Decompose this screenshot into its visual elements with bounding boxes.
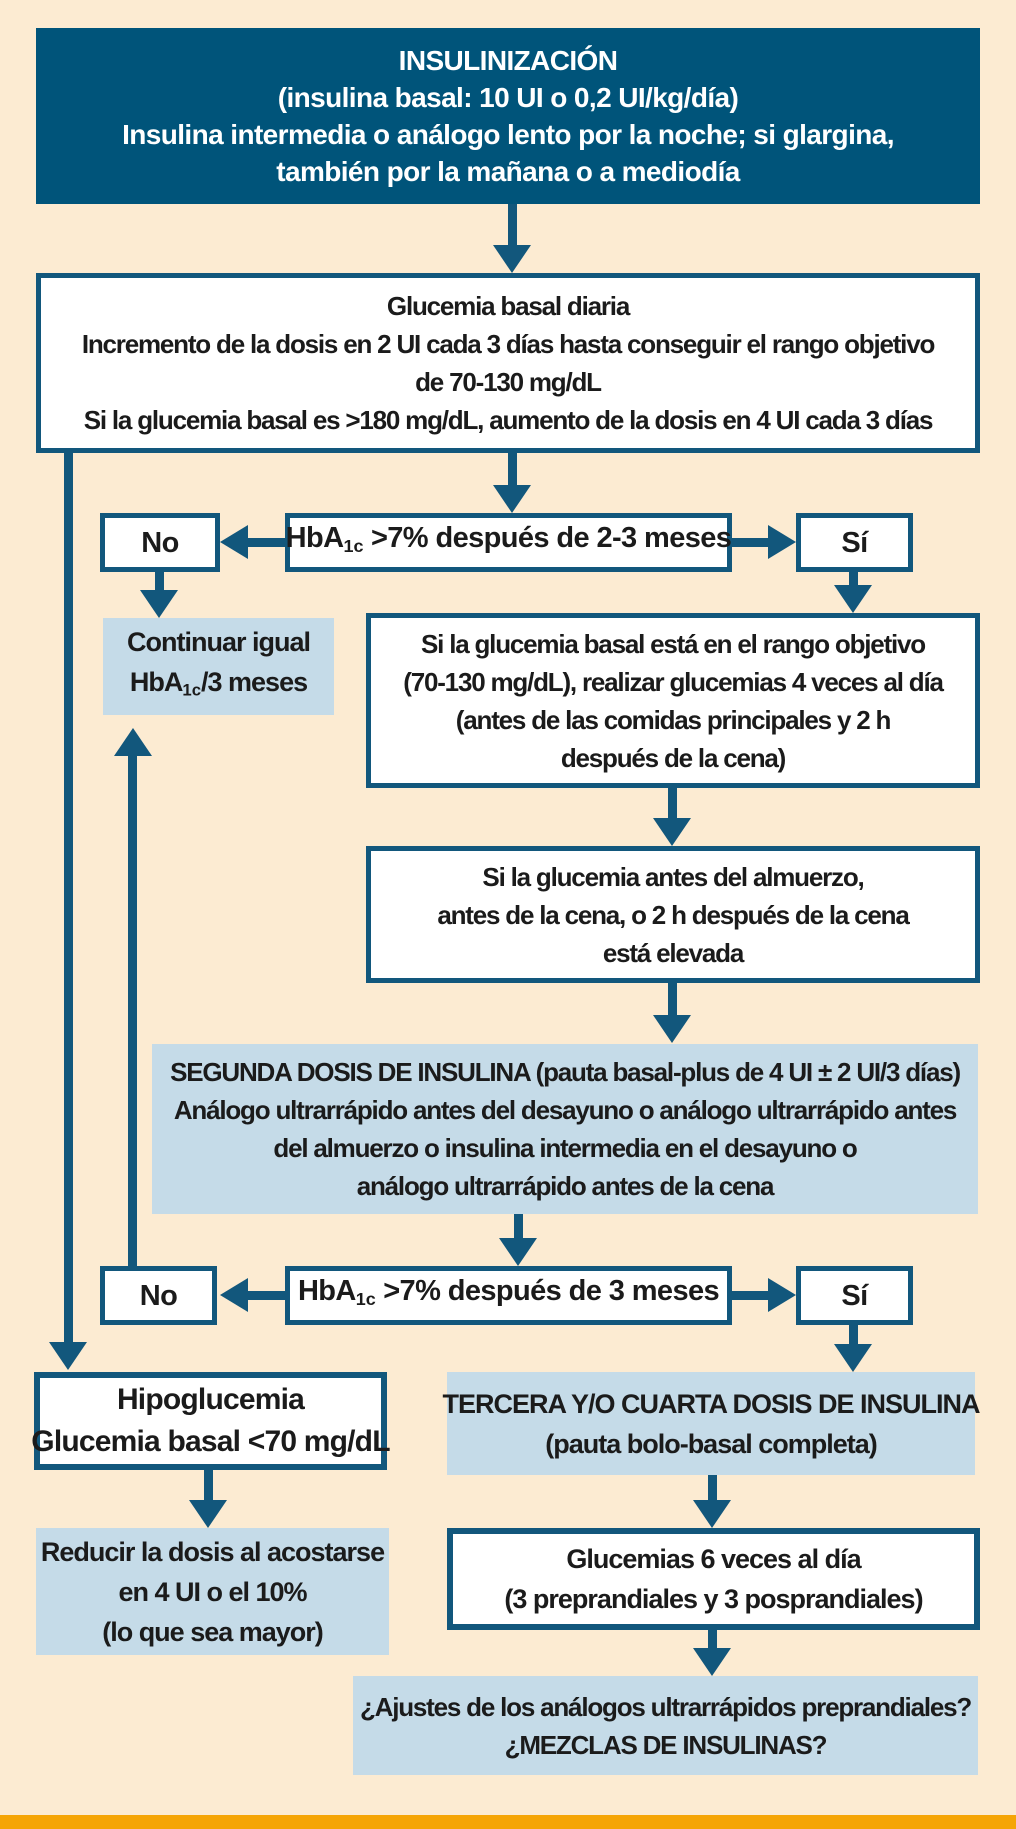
hypoglycemia-box: [31, 1372, 390, 1470]
second-dose-line-4: análogo ultrarrápido antes de la cena: [356, 1171, 774, 1201]
decision1-yes-box: [796, 513, 913, 572]
in-range-line-1: Si la glucemia basal está en el rango objetivo: [421, 628, 925, 659]
six-checks-line-1: Glucemias 6 veces al día: [566, 1544, 861, 1574]
in-range-line-3: (antes de las comidas principales y 2 h: [455, 704, 891, 735]
basal-titration-box: [36, 273, 980, 453]
titration-line-4: Si la glucemia basal es >180 mg/dL, aumento de la dosis en 4 UI cada 3 días: [83, 405, 933, 435]
titration-line-2: Incremento de la dosis en 2 UI cada 3 días hasta conseguir el rango objetivo: [81, 329, 935, 359]
decision2-question-label: HbA$_{1c}$ >7% después de 3 meses: [297, 1275, 720, 1310]
adjustments-line-1: ¿Ajustes de los análogos ultrarrápidos preprandiales?: [359, 1691, 972, 1722]
adjustments-box: [353, 1676, 978, 1775]
decision1-no-label: No: [141, 526, 179, 559]
reduce-dose-line-2: en 4 UI o el 10%: [118, 1576, 307, 1607]
decision2-question-box: [285, 1266, 732, 1325]
continue-same-box: [103, 618, 334, 715]
third-dose-line-1: TERCERA Y/O CUARTA DOSIS DE INSULINA: [442, 1388, 980, 1419]
reduce-dose-box: [36, 1528, 389, 1655]
third-fourth-dose-box: [442, 1372, 980, 1475]
header-line-3: Insulina intermedia o análogo lento por la noche; si glargina,: [122, 119, 894, 150]
continue-same-line-1: Continuar igual: [127, 627, 310, 658]
in-range-line-4: después de la cena): [560, 742, 786, 773]
reduce-dose-line-1: Reducir la dosis al acostarse: [40, 1536, 385, 1567]
in-range-line-2: (70-130 mg/dL), realizar glucemias 4 veces al día: [403, 666, 943, 697]
second-dose-line-1: SEGUNDA DOSIS DE INSULINA (pauta basal-plus de 4 UI ± 2 UI/3 días): [170, 1057, 960, 1087]
hypoglycemia-line-2: Glucemia basal <70 mg/dL: [31, 1425, 390, 1458]
elevated-glucose-box: [366, 846, 980, 983]
six-checks-line-2: (3 preprandiales y 3 posprandiales): [504, 1584, 923, 1614]
decision2-yes-label: Sí: [841, 1279, 868, 1312]
decision1-question-box: [285, 513, 732, 572]
decision1-no-box: [100, 513, 220, 572]
decision2-no-label: No: [139, 1279, 178, 1312]
decision1-yes-label: Sí: [841, 526, 868, 559]
bottom-accent-bar: [0, 1815, 1016, 1829]
adjustments-line-2: ¿MEZCLAS DE INSULINAS?: [504, 1729, 827, 1760]
six-checks-box: [447, 1528, 980, 1630]
titration-line-1: Glucemia basal diaria: [386, 291, 630, 321]
continue-same-line-2: HbA$_{1c}$/3 meses: [129, 667, 308, 700]
reduce-dose-line-3: (lo que sea mayor): [102, 1616, 323, 1647]
second-dose-box: [152, 1044, 978, 1214]
hypoglycemia-line-1: Hipoglucemia: [116, 1383, 305, 1416]
decision2-yes-box: [796, 1266, 913, 1325]
elevated-line-1: Si la glucemia antes del almuerzo,: [482, 861, 864, 892]
decision1-question-label: HbA$_{1c}$ >7% después de 2-3 meses: [285, 522, 732, 557]
elevated-line-2: antes de la cena, o 2 h después de la cena: [437, 899, 909, 930]
header-line-4: también por la mañana o a mediodía: [276, 156, 740, 187]
decision2-no-box: [100, 1266, 217, 1325]
titration-line-3: de 70-130 mg/dL: [415, 367, 601, 397]
header-box: [36, 28, 980, 204]
in-range-box: [366, 613, 980, 788]
header-line-1: INSULINIZACIÓN: [398, 45, 618, 76]
header-line-2: (insulina basal: 10 UI o 0,2 UI/kg/día): [277, 82, 739, 113]
elevated-line-3: está elevada: [602, 937, 744, 968]
third-dose-line-2: (pauta bolo-basal completa): [545, 1428, 877, 1459]
second-dose-line-3: del almuerzo o insulina intermedia en el desayuno o: [273, 1133, 857, 1163]
second-dose-line-2: Análogo ultrarrápido antes del desayuno o análogo ultrarrápido antes: [173, 1095, 957, 1125]
